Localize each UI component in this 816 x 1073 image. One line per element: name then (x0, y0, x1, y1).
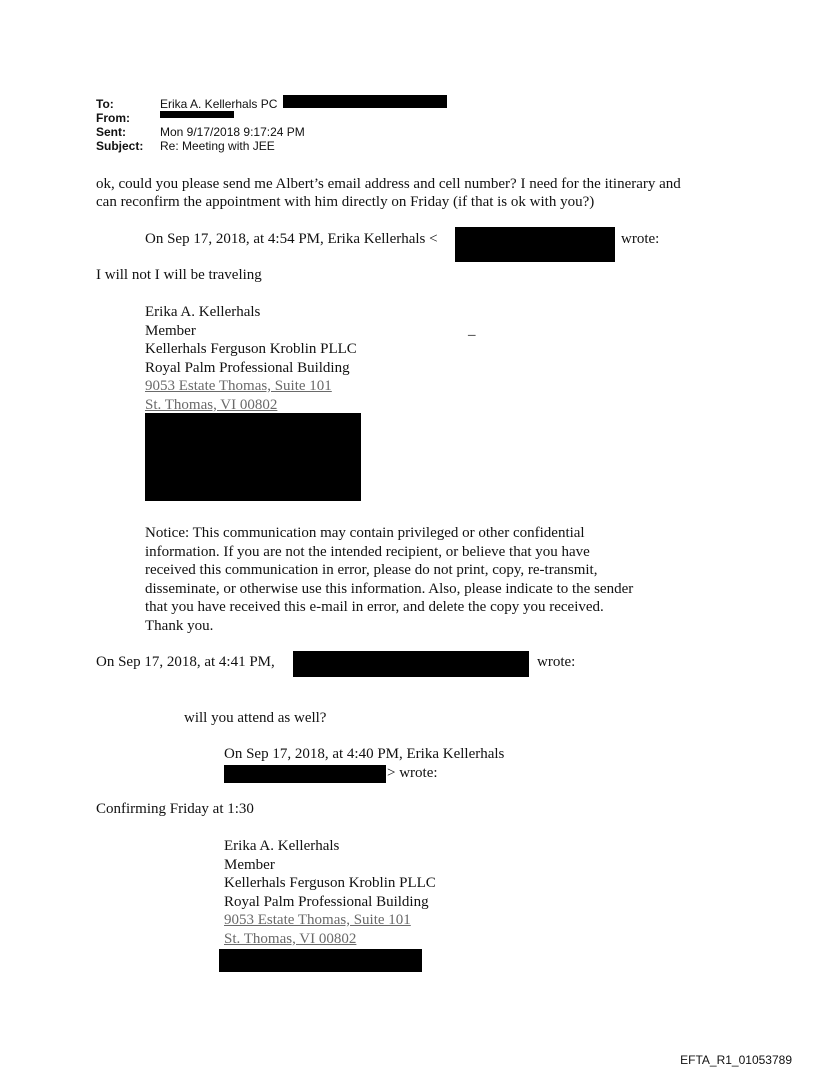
sent-row (96, 125, 305, 139)
sig2-address-link-2[interactable]: St. Thomas, VI 00802 (224, 930, 357, 947)
subject-label: Subject: (96, 139, 144, 153)
stray-dash: – (468, 327, 476, 343)
sig1-building: Royal Palm Professional Building (145, 359, 350, 376)
quote-header-1-suffix: wrote: (621, 231, 660, 247)
body-line-2: can reconfirm the appointment with him directly on Friday (if that is ok with you?) (96, 194, 595, 210)
notice-line: received this communication in error, please do not print, copy, re-transmit, (145, 562, 598, 578)
redaction-quote-2-sender (293, 651, 529, 677)
sent-label: Sent: (96, 125, 126, 139)
sig2-name: Erika A. Kellerhals (224, 838, 340, 854)
sig1-title: Member (145, 322, 196, 339)
redaction-to-email (283, 95, 447, 108)
notice-line: Thank you. (145, 617, 214, 634)
notice-line: that you have received this e-mail in error, and delete the copy you received. (145, 599, 604, 615)
quote-header-3-suffix: > wrote: (387, 765, 438, 781)
redaction-quote-1-email (455, 227, 615, 262)
subject-row (96, 139, 305, 153)
sig2-address-link-1[interactable]: 9053 Estate Thomas, Suite 101 (224, 912, 411, 928)
quote-header-3: On Sep 17, 2018, at 4:40 PM, Erika Kellerhals (224, 746, 505, 762)
sent-value: Mon 9/17/2018 9:17:24 PM (160, 125, 305, 139)
quote-header-2-suffix: wrote: (537, 654, 576, 670)
notice-line: information. If you are not the intended recipient, or believe that you have (145, 543, 590, 560)
to-row (96, 97, 305, 111)
quote-header-1: On Sep 17, 2018, at 4:54 PM, Erika Kellerhals < (145, 231, 438, 247)
sig1-address-link-1[interactable]: 9053 Estate Thomas, Suite 101 (145, 378, 332, 394)
sig1-address-link-2[interactable]: St. Thomas, VI 00802 (145, 396, 278, 413)
signature-1 (145, 303, 357, 414)
signature-2 (224, 837, 436, 948)
reply-1: I will not I will be traveling (96, 267, 262, 283)
document-id: EFTA_R1_01053789 (680, 1053, 792, 1067)
subject-value: Re: Meeting with JEE (160, 139, 275, 153)
redaction-sig2-contact (219, 949, 422, 972)
notice-line: disseminate, or otherwise use this information. Also, please indicate to the sender (145, 580, 634, 597)
body-line-1: ok, could you please send me Albert’s email address and cell number? I need for the itinerary and (96, 176, 681, 192)
from-label: From: (96, 111, 130, 125)
sig2-building: Royal Palm Professional Building (224, 893, 429, 910)
email-header (96, 97, 305, 153)
to-value: Erika A. Kellerhals PC (160, 97, 278, 111)
sig1-name: Erika A. Kellerhals (145, 304, 261, 320)
notice-line: Notice: This communication may contain privileged or other confidential (145, 525, 585, 541)
redaction-sig1-contact (145, 413, 361, 501)
redaction-from (160, 111, 234, 118)
quote-header-2: On Sep 17, 2018, at 4:41 PM, (96, 654, 275, 670)
sig2-firm: Kellerhals Ferguson Kroblin PLLC (224, 875, 436, 891)
sig1-firm: Kellerhals Ferguson Kroblin PLLC (145, 341, 357, 357)
to-label: To: (96, 97, 114, 111)
confidentiality-notice (145, 524, 633, 635)
reply-3: Confirming Friday at 1:30 (96, 801, 254, 817)
redaction-quote-3-email (224, 765, 386, 783)
reply-2: will you attend as well? (184, 710, 327, 726)
sig2-title: Member (224, 856, 275, 873)
